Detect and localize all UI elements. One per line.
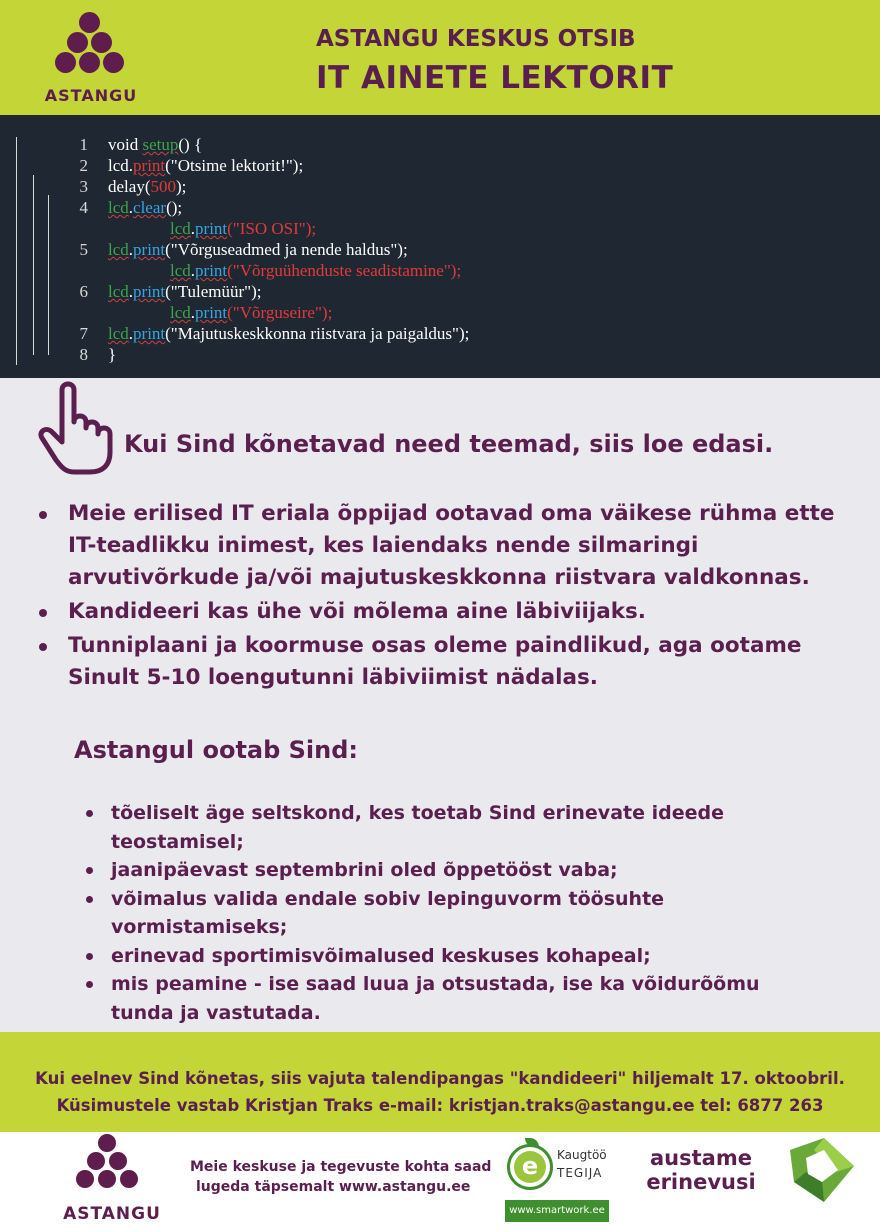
line-number: 5: [79, 240, 88, 259]
astangu-logo[interactable]: [36, 10, 146, 110]
code-token: ();: [166, 198, 183, 217]
list-item: võimalus valida endale sobiv lepinguvorm töösuhte vormistamiseks;: [82, 885, 822, 942]
code-token: clear: [133, 198, 167, 217]
page-title-line2: IT AINETE LEKTORIT: [316, 60, 674, 96]
list-item: Kandideeri kas ühe või mõlema aine läbiviijaks.: [34, 596, 854, 628]
code-token: }: [108, 345, 117, 364]
code-line: [0, 323, 880, 344]
code-token: print: [195, 261, 228, 280]
code-line: [0, 281, 880, 302]
code-token: .: [190, 303, 196, 322]
code-token: lcd: [108, 324, 129, 343]
code-token: print: [133, 240, 166, 259]
line-number: 7: [79, 324, 88, 343]
list-item: Meie erilised IT eriala õppijad ootavad oma väikese rühma ette IT-teadlikku inimest, kes laiendaks nende silmaringi arvutivõrkude ja/või majutuskeskkonna riistvara valdkonnas.: [34, 498, 854, 594]
code-token: lcd: [108, 198, 129, 217]
footer-info-line2[interactable]: lugeda täpsemalt www.astangu.ee: [196, 1179, 471, 1195]
footer-info-line1: Meie keskuse ja tegevuste kohta saad: [190, 1159, 492, 1175]
logo-dot: [109, 1152, 127, 1170]
list-item: Tunniplaani ja koormuse osas oleme paindlikud, aga ootame Sinult 5-10 loengutunni läbiviimist nädalas.: [34, 630, 854, 694]
logo-dot: [79, 12, 100, 33]
logo-dot: [55, 52, 76, 73]
code-token: ("ISO OSI");: [227, 219, 317, 238]
pointing-hand-icon: [38, 376, 124, 476]
code-token: .: [190, 261, 196, 280]
logo-dot: [67, 32, 88, 53]
logo-dot: [98, 1170, 116, 1188]
footer-astangu-logo[interactable]: [60, 1132, 164, 1232]
code-token: print: [133, 282, 166, 301]
code-token: print: [133, 324, 166, 343]
slogan: [640, 1146, 762, 1194]
line-number: 4: [79, 198, 88, 217]
logo-dot: [87, 1152, 105, 1170]
logo-text: ASTANGU: [63, 1204, 161, 1224]
footer: [0, 1132, 880, 1232]
code-token: setup: [142, 135, 179, 154]
code-line: [0, 155, 880, 176]
code-token: .: [128, 198, 134, 217]
e-logo-icon: [507, 1144, 553, 1190]
kaugtoo-tegija-badge[interactable]: [495, 1138, 615, 1230]
line-number: 2: [79, 156, 88, 175]
code-token: lcd: [108, 282, 129, 301]
offer-heading: Astangul ootab Sind:: [74, 736, 359, 764]
logo-text: ASTANGU: [44, 86, 138, 105]
cta-contact-text[interactable]: Küsimustele vastab Kristjan Traks e-mail: kristjan.traks@astangu.ee tel: 6877 263: [56, 1096, 824, 1115]
header-banner: [0, 0, 880, 115]
code-line: [0, 239, 880, 260]
code-token: () {: [178, 135, 203, 154]
logo-dot: [76, 1170, 94, 1188]
code-line: [0, 176, 880, 197]
badge-url: www.smartwork.ee: [505, 1200, 609, 1222]
code-line: [0, 134, 880, 155]
slogan-line2: erinevusi: [646, 1170, 756, 1194]
logo-dot: [103, 52, 124, 73]
logo-dot: [91, 32, 112, 53]
code-token: ("Võrguseadmed ja nende haldus");: [165, 240, 408, 259]
code-line: [0, 260, 880, 281]
list-item: tõeliselt äge seltskond, kes toetab Sind erinevate ideede teostamisel;: [82, 799, 822, 856]
code-token: delay(: [108, 177, 151, 196]
call-to-action-band: [0, 1032, 880, 1132]
code-token: ("Majutuskeskkonna riistvara ja paigaldus");: [165, 324, 470, 343]
code-token: void: [108, 135, 143, 154]
code-token: .: [190, 219, 196, 238]
code-token: ("Otsime lektorit!");: [165, 156, 304, 175]
code-line: [0, 344, 880, 365]
code-line: [0, 302, 880, 323]
cta-apply-text: Kui eelnev Sind kõnetas, siis vajuta talendipangas "kandideeri" hiljemalt 17. oktoobril.: [35, 1069, 845, 1088]
code-token: 500: [150, 177, 176, 196]
lead-text: Kui Sind kõnetavad need teemad, siis loe edasi.: [124, 430, 774, 458]
code-snippet: [0, 115, 880, 378]
code-token: print: [195, 219, 228, 238]
line-number: 1: [79, 135, 88, 154]
code-token: lcd: [170, 303, 191, 322]
diversity-charter-logo-icon[interactable]: [784, 1136, 858, 1206]
code-token: lcd.: [108, 156, 134, 175]
code-token: lcd: [170, 219, 191, 238]
code-token: lcd: [108, 240, 129, 259]
logo-dot: [98, 1134, 116, 1152]
line-number: 3: [79, 177, 88, 196]
code-token: .: [128, 240, 134, 259]
badge-label-mid: TEGIJA: [557, 1166, 603, 1180]
code-token: ("Võrguühenduste seadistamine");: [227, 261, 462, 280]
code-token: ("Võrguseire");: [227, 303, 333, 322]
line-number: 8: [79, 345, 88, 364]
code-token: );: [175, 177, 187, 196]
list-item: mis peamine - ise saad luua ja otsustada, ise ka võidurõõmu tunda ja vastutada.: [82, 970, 822, 1027]
list-item: jaanipäevast septembrini oled õppetööst vaba;: [82, 856, 822, 885]
page-title-line1: ASTANGU KESKUS OTSIB: [316, 26, 636, 52]
e-logo-letter: e: [514, 1151, 546, 1183]
logo-dot: [120, 1170, 138, 1188]
code-line: [0, 218, 880, 239]
line-number: 6: [79, 282, 88, 301]
code-token: ("Tulemüür");: [165, 282, 262, 301]
code-token: .: [128, 324, 134, 343]
slogan-line1: austame: [650, 1146, 752, 1170]
badge-label-top: Kaugtöö: [557, 1148, 607, 1162]
list-item: erinevad sportimisvõimalused keskuses kohapeal;: [82, 942, 822, 971]
code-token: lcd: [170, 261, 191, 280]
code-token: print: [133, 156, 166, 175]
logo-dot: [79, 52, 100, 73]
code-token: print: [195, 303, 228, 322]
code-line: [0, 197, 880, 218]
requirements-list: [34, 498, 854, 694]
code-token: .: [128, 282, 134, 301]
offer-list: [82, 799, 822, 1027]
